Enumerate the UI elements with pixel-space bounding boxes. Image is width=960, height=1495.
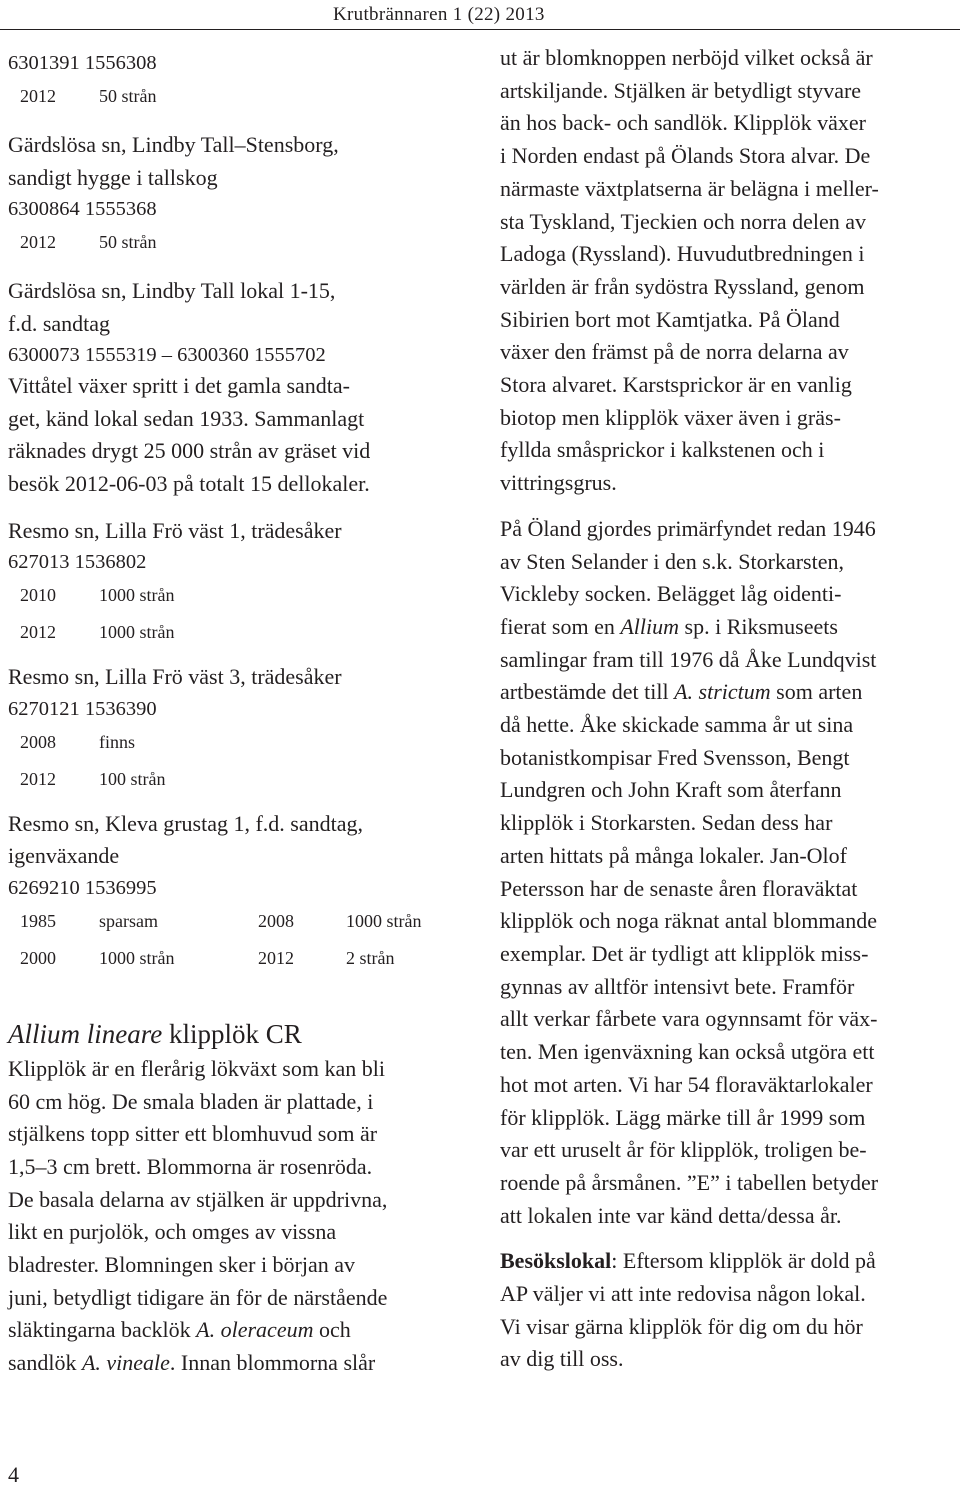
body-line: i Norden endast på Ölands Stora alvar. De xyxy=(500,143,871,169)
body-line: 60 cm hög. De smala bladen är plattade, i xyxy=(8,1088,374,1114)
coordinates: 6300864 1555368 xyxy=(8,198,157,220)
observation-row xyxy=(20,78,470,115)
body-text: : Eftersom klipplök är dold på xyxy=(611,1248,876,1274)
body-line: sta Tyskland, Tjeckien och norra delen av xyxy=(500,208,867,234)
obs-count: 50 strån xyxy=(99,232,157,252)
observation-row xyxy=(20,903,470,940)
obs-year: 2000 xyxy=(20,947,56,968)
body-line: biotop men klipplök växer även i gräs- xyxy=(500,404,841,430)
observation-row xyxy=(20,224,470,261)
obs-count: 2 strån xyxy=(346,947,395,968)
obs-count: 1000 strån xyxy=(346,910,422,931)
body-line xyxy=(500,611,956,644)
body-line xyxy=(500,676,956,709)
latin-name: A. oleraceum xyxy=(196,1317,314,1343)
site-notes-line: Vittåtel växer spritt i det gamla sandta- xyxy=(8,373,351,398)
running-header xyxy=(0,2,960,32)
paragraph-distribution xyxy=(500,42,956,500)
body-line: Stora alvaret. Karstsprickor är en vanlig xyxy=(500,372,852,398)
coordinates: 6300073 1555319 – 6300360 1555702 xyxy=(8,344,326,366)
body-line: På Öland gjordes primärfyndet redan 1946 xyxy=(500,515,876,541)
species-heading xyxy=(8,1017,470,1051)
body-line: klipplök och noga räknat antal blommande xyxy=(500,908,877,934)
body-line: ut är blomknoppen nerböjd vilket också är xyxy=(500,45,873,70)
journal-title: Krutbrännaren 1 (22) 2013 xyxy=(333,4,545,25)
site-name: Gärdslösa sn, Lindby Tall–Stensborg, xyxy=(8,132,339,157)
obs-count: 50 strån xyxy=(99,86,157,106)
observation-row xyxy=(20,724,470,761)
body-line: Vickleby socken. Belägget låg oidenti- xyxy=(500,581,842,607)
coordinates: 627013 1536802 xyxy=(8,551,147,574)
obs-count: 1000 strån xyxy=(99,585,175,606)
body-line: fyllda småsprickor i kalkstenen och i xyxy=(500,437,825,463)
site-notes-line: get, känd lokal sedan 1933. Sammanlagt xyxy=(8,405,365,431)
right-column xyxy=(500,42,956,1376)
body-line: likt en purjolök, och omges av vissna xyxy=(8,1219,337,1245)
observation-row xyxy=(20,940,470,977)
body-line: för klipplök. Lägg märke till år 1999 som xyxy=(500,1104,866,1130)
obs-count: 1000 strån xyxy=(99,947,175,968)
body-line: exemplar. Det är tydligt att klipplök miss- xyxy=(500,940,869,966)
site-name: Gärdslösa sn, Lindby Tall lokal 1-15, xyxy=(8,278,336,303)
obs-year: 2008 xyxy=(258,910,294,931)
body-line: klipplök i Storkarsten. Sedan dess har xyxy=(500,810,833,836)
body-text: släktingarna backlök xyxy=(8,1317,197,1343)
body-line: än hos back- och sandlök. Klipplök växer xyxy=(500,110,866,136)
body-line: Sibirien bort mot Kamtjatka. På Öland xyxy=(500,306,840,332)
site-name: Resmo sn, Lilla Frö väst 1, trädesåker xyxy=(8,517,342,543)
latin-name: A. vineale xyxy=(81,1350,170,1376)
obs-year: 2012 xyxy=(258,947,294,968)
observation-row xyxy=(20,614,470,651)
body-line: världen är från sydöstra Ryssland, genom xyxy=(500,273,865,299)
obs-count: sparsam xyxy=(99,910,158,931)
obs-count: 1000 strån xyxy=(99,622,175,643)
body-line: var ett uruselt år för klipplök, troligen be- xyxy=(500,1137,867,1163)
body-line: Klipplök är en flerårig lökväxt som kan bli xyxy=(8,1055,385,1081)
body-line: Petersson har de senaste åren floraväktat xyxy=(500,875,858,901)
body-line: av Sten Selander i den s.k. Storkarsten, xyxy=(500,548,844,574)
obs-year: 2012 xyxy=(20,86,56,106)
body-line: arten hittats på många lokaler. Jan-Olof xyxy=(500,842,847,868)
body-line: ten. Men igenväxning kan också utgöra ett xyxy=(500,1039,875,1065)
obs-year: 2010 xyxy=(20,585,56,606)
body-line: att lokalen inte var känd detta/dessa år. xyxy=(500,1202,842,1228)
body-line: av dig till oss. xyxy=(500,1346,624,1372)
body-line: roende på årsmånen. ”E” i tabellen betyder xyxy=(500,1169,879,1195)
latin-name: Allium xyxy=(620,613,680,639)
obs-year: 2012 xyxy=(20,622,56,643)
page-number: 4 xyxy=(8,1462,19,1487)
body-line: växer den främst på de norra delarna av xyxy=(500,339,849,365)
body-line: De basala delarna av stjälken är uppdrivna, xyxy=(8,1186,388,1212)
paragraph-visit-site xyxy=(500,1245,956,1376)
body-line: botanistkompisar Fred Svensson, Bengt xyxy=(500,744,850,770)
obs-year: 2012 xyxy=(20,232,56,252)
body-text: fierat som en xyxy=(500,613,621,639)
header-rule xyxy=(0,29,960,30)
coordinates: 6270121 1536390 xyxy=(8,697,157,720)
body-line xyxy=(8,1347,470,1380)
body-line: gynnas av alltför intensivt bete. Framför xyxy=(500,973,855,999)
body-line: Ladoga (Ryssland). Huvudutbredningen i xyxy=(500,241,865,267)
body-line: allt verkar fårbete vara ogynnsamt för väx- xyxy=(500,1006,878,1032)
body-line xyxy=(500,1245,956,1278)
body-line: bladrester. Blomningen sker i början av xyxy=(8,1252,356,1278)
body-line: juni, betydligt tidigare än för de närstående xyxy=(8,1284,388,1310)
site-name-cont: sandigt hygge i tallskog xyxy=(8,164,218,190)
body-line: Lundgren och John Kraft som återfann xyxy=(500,777,842,803)
body-line: stjälkens topp sitter ett blomhuvud som är xyxy=(8,1121,378,1147)
body-line: 1,5–3 cm brett. Blommorna är rosenröda. xyxy=(8,1153,373,1179)
observation-row xyxy=(20,761,470,798)
body-text: och xyxy=(313,1317,351,1343)
body-line: närmaste växtplatserna är belägna i meller- xyxy=(500,175,879,201)
body-line: samlingar fram till 1976 då Åke Lundqvist xyxy=(500,646,877,672)
obs-year: 1985 xyxy=(20,910,56,931)
coordinates: 6301391 1556308 xyxy=(8,52,157,74)
body-line xyxy=(8,1314,470,1347)
body-line: Vi visar gärna klipplök för dig om du hör xyxy=(500,1313,863,1339)
body-line: artskiljande. Stjälken är betydligt styvare xyxy=(500,77,862,103)
species-common-name: klipplök CR xyxy=(168,1018,302,1049)
body-line: hot mot arten. Vi har 54 floraväktarlokaler xyxy=(500,1071,873,1097)
site-notes-line: besök 2012-06-03 på totalt 15 dellokaler. xyxy=(8,471,370,497)
body-text: artbestämde det till xyxy=(500,679,675,705)
left-column xyxy=(8,48,470,1380)
site-name: Resmo sn, Lilla Frö väst 3, trädesåker xyxy=(8,664,342,690)
visit-site-label: Besökslokal xyxy=(500,1248,612,1274)
obs-year: 2008 xyxy=(20,731,56,752)
body-line: då hette. Åke skickade samma år ut sina xyxy=(500,712,854,738)
observation-row xyxy=(20,577,470,614)
obs-year: 2012 xyxy=(20,768,56,789)
site-name-cont: igenväxande xyxy=(8,843,120,869)
site-notes-line: räknades drygt 25 000 strån av gräset vid xyxy=(8,438,371,464)
site-name: Resmo sn, Kleva grustag 1, f.d. sandtag, xyxy=(8,810,363,836)
latin-name: A. strictum xyxy=(674,679,771,705)
coordinates: 6269210 1536995 xyxy=(8,876,157,899)
body-line: vittringsgrus. xyxy=(500,470,617,496)
obs-count: finns xyxy=(99,731,135,752)
site-name-cont: f.d. sandtag xyxy=(8,310,111,336)
body-text: . Innan blommorna slår xyxy=(169,1350,376,1376)
obs-count: 100 strån xyxy=(99,768,166,789)
species-latin-name: Allium lineare xyxy=(8,1018,163,1049)
body-text: sp. i Riksmuseets xyxy=(679,613,838,639)
paragraph-history xyxy=(500,513,956,1232)
body-line: AP väljer vi att inte redovisa någon lokal. xyxy=(500,1281,866,1307)
body-text: sandlök xyxy=(8,1350,82,1376)
body-text: som arten xyxy=(770,679,863,705)
